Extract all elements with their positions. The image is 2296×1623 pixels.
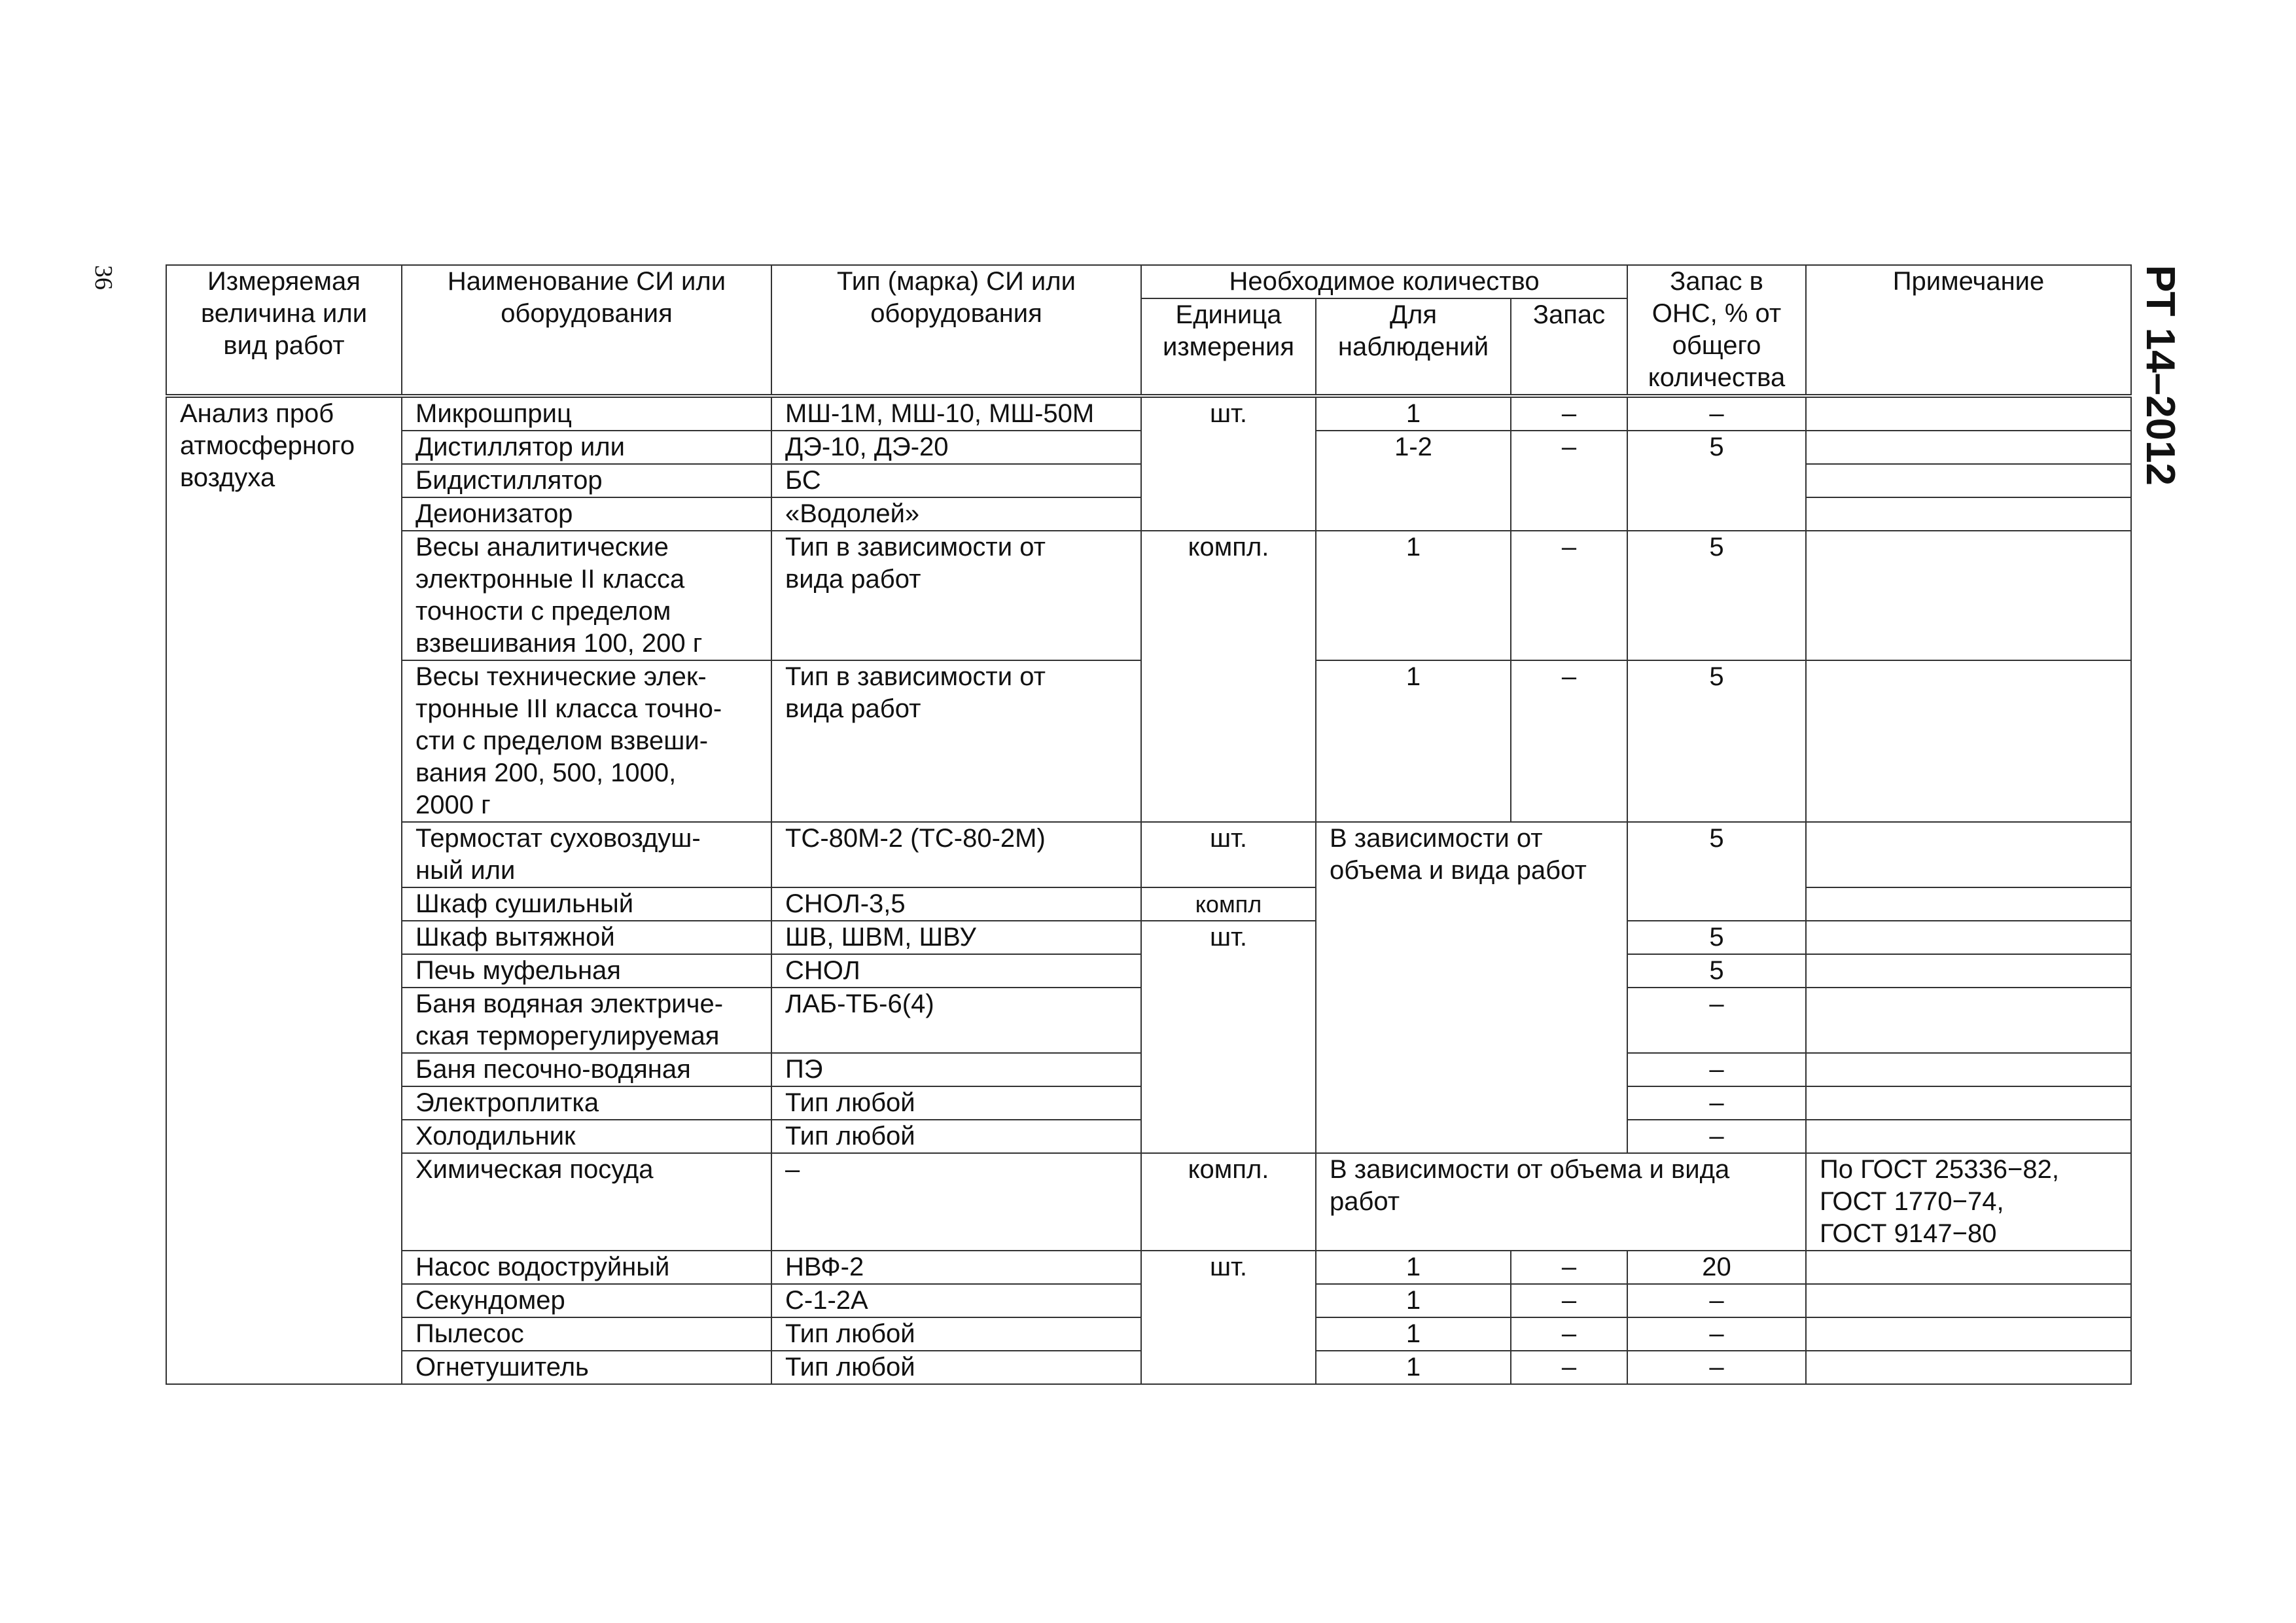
type-cell: БС	[771, 464, 1141, 497]
type-cell: ТС-80М-2 (ТС-80-2М)	[771, 822, 1141, 887]
reserve-cell: –	[1511, 1317, 1627, 1351]
reserve-cell: –	[1511, 431, 1627, 531]
stock-cell: –	[1627, 396, 1806, 431]
note-cell	[1806, 497, 2131, 531]
stock-cell: –	[1627, 1053, 1806, 1086]
name-cell: Огнетушитель	[402, 1351, 771, 1384]
note-cell	[1806, 531, 2131, 660]
header-note: Примечание	[1806, 265, 2131, 396]
header-measured: Измеряемая величина или вид работ	[166, 265, 402, 396]
name-cell: Шкаф вытяжной	[402, 921, 771, 954]
type-cell: СНОЛ	[771, 954, 1141, 988]
type-cell: ШВ, ШВМ, ШВУ	[771, 921, 1141, 954]
type-cell: Тип любой	[771, 1086, 1141, 1120]
note-cell: По ГОСТ 25336−82, ГОСТ 1770−74, ГОСТ 9147−80	[1806, 1153, 2131, 1251]
reserve-cell: –	[1511, 396, 1627, 431]
name-cell: Весы аналитические электронные II класса точности с пределом взвешивания 100, 200 г	[402, 531, 771, 660]
name-cell: Электроплитка	[402, 1086, 771, 1120]
note-cell	[1806, 396, 2131, 431]
note-cell	[1806, 1251, 2131, 1284]
for-observations-cell: 1	[1316, 660, 1511, 822]
unit-cell: шт.	[1141, 1251, 1316, 1384]
name-cell: Насос водоструйный	[402, 1251, 771, 1284]
for-observations-cell: В зависимости от объема и вида работ	[1316, 822, 1627, 1153]
type-cell: Тип в зависимости от вида работ	[771, 660, 1141, 822]
reserve-cell: –	[1511, 1251, 1627, 1284]
stock-cell: 5	[1627, 822, 1806, 921]
table-row	[166, 921, 2131, 954]
unit-cell: компл	[1141, 887, 1316, 921]
stock-cell: –	[1627, 1284, 1806, 1317]
name-cell: Весы технические элек- тронные III класса точно- сти с пределом взвеши- вания 200, 500, 1000, 2000 г	[402, 660, 771, 822]
note-cell	[1806, 660, 2131, 822]
page-number: 36	[90, 265, 117, 290]
note-cell	[1806, 954, 2131, 988]
note-cell	[1806, 1053, 2131, 1086]
for-observations-cell: 1	[1316, 1284, 1511, 1317]
table-row	[166, 396, 2131, 431]
name-cell: Химическая посуда	[402, 1153, 771, 1251]
type-cell: Тип в зависимости от вида работ	[771, 531, 1141, 660]
name-cell: Деионизатор	[402, 497, 771, 531]
stock-cell: –	[1627, 1317, 1806, 1351]
equipment-table	[166, 264, 2132, 1385]
header-type: Тип (марка) СИ или оборудования	[771, 265, 1141, 396]
for-observations-cell: 1-2	[1316, 431, 1511, 531]
stock-cell: 5	[1627, 954, 1806, 988]
name-cell: Бидистиллятор	[402, 464, 771, 497]
name-cell: Баня водяная электриче- ская терморегулируемая	[402, 988, 771, 1053]
unit-cell: шт.	[1141, 822, 1316, 887]
note-cell	[1806, 1120, 2131, 1153]
for-observations-cell: 1	[1316, 1251, 1511, 1284]
for-observations-cell: В зависимости от объема и вида работ	[1316, 1153, 1806, 1251]
note-cell	[1806, 1086, 2131, 1120]
type-cell: ДЭ-10, ДЭ-20	[771, 431, 1141, 464]
type-cell: ПЭ	[771, 1053, 1141, 1086]
type-cell: МШ-1М, МШ-10, МШ-50М	[771, 396, 1141, 431]
table-row	[166, 887, 2131, 921]
name-cell: Шкаф сушильный	[402, 887, 771, 921]
type-cell: ЛАБ-ТБ-6(4)	[771, 988, 1141, 1053]
table-row	[166, 1251, 2131, 1284]
stock-cell: 5	[1627, 431, 1806, 531]
header-unit: Единица измерения	[1141, 298, 1316, 396]
header-name: Наименование СИ или оборудования	[402, 265, 771, 396]
name-cell: Печь муфельная	[402, 954, 771, 988]
header-reserve: Запас	[1511, 298, 1627, 396]
table-row	[166, 822, 2131, 887]
stock-cell: –	[1627, 988, 1806, 1053]
stock-cell: –	[1627, 1120, 1806, 1153]
name-cell: Холодильник	[402, 1120, 771, 1153]
unit-cell: шт.	[1141, 396, 1316, 531]
type-cell: –	[771, 1153, 1141, 1251]
name-cell: Термостат суховоздуш- ный или	[402, 822, 771, 887]
type-cell: Тип любой	[771, 1317, 1141, 1351]
reserve-cell: –	[1511, 531, 1627, 660]
type-cell: Тип любой	[771, 1351, 1141, 1384]
name-cell: Микрошприц	[402, 396, 771, 431]
measured-value-cell: Анализ проб атмосферного воздуха	[166, 396, 402, 1384]
document-code: РТ 14–2012	[2138, 265, 2183, 486]
header-stock: Запас в ОНС, % от общего количества	[1627, 265, 1806, 396]
note-cell	[1806, 464, 2131, 497]
note-cell	[1806, 887, 2131, 921]
for-observations-cell: 1	[1316, 396, 1511, 431]
reserve-cell: –	[1511, 1351, 1627, 1384]
header-for-observations: Для наблюдений	[1316, 298, 1511, 396]
stock-cell: –	[1627, 1086, 1806, 1120]
name-cell: Дистиллятор или	[402, 431, 771, 464]
note-cell	[1806, 1317, 2131, 1351]
header-required-group: Необходимое количество	[1141, 265, 1627, 298]
note-cell	[1806, 921, 2131, 954]
unit-cell: шт.	[1141, 921, 1316, 1153]
type-cell: Тип любой	[771, 1120, 1141, 1153]
for-observations-cell: 1	[1316, 1351, 1511, 1384]
note-cell	[1806, 988, 2131, 1053]
note-cell	[1806, 1284, 2131, 1317]
table-row	[166, 1153, 2131, 1251]
type-cell: СНОЛ-3,5	[771, 887, 1141, 921]
stock-cell: 20	[1627, 1251, 1806, 1284]
for-observations-cell: 1	[1316, 1317, 1511, 1351]
reserve-cell: –	[1511, 1284, 1627, 1317]
note-cell	[1806, 1351, 2131, 1384]
stock-cell: 5	[1627, 921, 1806, 954]
note-cell	[1806, 822, 2131, 887]
note-cell	[1806, 431, 2131, 464]
stock-cell: 5	[1627, 660, 1806, 822]
reserve-cell: –	[1511, 660, 1627, 822]
name-cell: Секундомер	[402, 1284, 771, 1317]
stock-cell: 5	[1627, 531, 1806, 660]
name-cell: Баня песочно-водяная	[402, 1053, 771, 1086]
table-row	[166, 531, 2131, 660]
type-cell: НВФ-2	[771, 1251, 1141, 1284]
unit-cell: компл.	[1141, 531, 1316, 822]
type-cell: «Водолей»	[771, 497, 1141, 531]
type-cell: С-1-2А	[771, 1284, 1141, 1317]
stock-cell: –	[1627, 1351, 1806, 1384]
name-cell: Пылесос	[402, 1317, 771, 1351]
unit-cell: компл.	[1141, 1153, 1316, 1251]
for-observations-cell: 1	[1316, 531, 1511, 660]
